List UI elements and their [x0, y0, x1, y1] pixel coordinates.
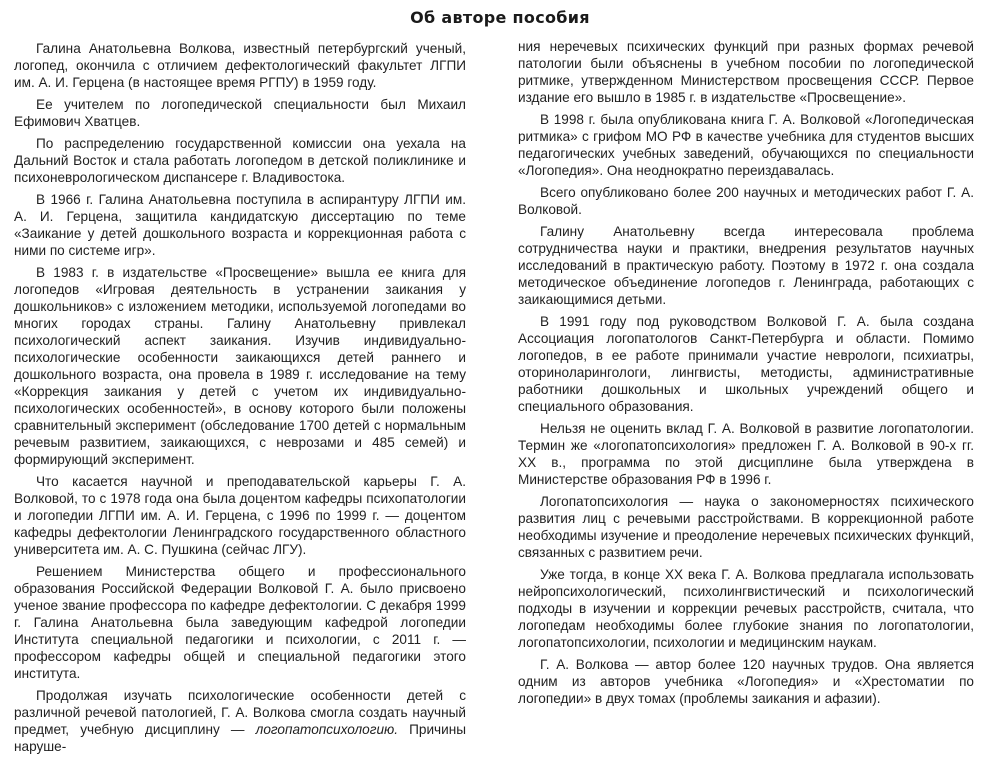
paragraph: Галину Анатольевну всегда интересовала проблема сотрудничества науки и практики, внедрения результатов научных исследований в практическую работу. Поэтому в 1972 г. она создала методическое объединение логопедов г. Ленинграда, работающих с заикающимися детьми. — [518, 224, 974, 307]
paragraph: Всего опубликовано более 200 научных и методических работ Г. А. Волковой. — [518, 185, 974, 217]
paragraph: Логопатопсихология — наука о закономерностях психического развития лиц с речевыми расстройствами. В коррекционной работе необходимы изучение и преодоление неречевых психических функций, связанных с развитием речи. — [518, 494, 974, 560]
paragraph: В 1966 г. Галина Анатольевна поступила в аспирантуру ЛГПИ им. А. И. Герцена, защитила кандидатскую диссертацию по теме «Заикание у детей дошкольного возраста и коррекционная работа с ними по системе игр». — [14, 192, 466, 258]
paragraph: Решением Министерства общего и профессионального образования Российской Федерации Волковой Г. А. было присвоено ученое звание профессора по кафедре дефектологии. С декабря 1999 г. Галина Анатольевна была заведующим кафедрой логопедии Института специальной педагогики и психологии, с 2011 г. — профессором кафедры общей и специальной педагогики этого института. — [14, 564, 466, 681]
right-column — [518, 38, 974, 712]
paragraph: Галина Анатольевна Волкова, известный петербургский ученый, логопед, окончила с отличием дефектологический факультет ЛГПИ им. А. И. Герцена (в настоящее время РГПУ) в 1959 году. — [14, 41, 466, 90]
paragraph-continued: ния неречевых психических функций при разных формах речевой патологии были объяснены в учебном пособии по логопедической ритмике, утвержденном Министерством просвещения СССР. Первое издание его вышло в 1985 г. в издательстве «Просвещение». — [518, 39, 974, 105]
paragraph: Уже тогда, в конце XX века Г. А. Волкова предлагала использовать нейропсихологический, психолингвистический и психологический подходы в изучении и коррекции речевых расстройств, считала, что логопедам необходимы более глубокие знания по логопатологии, логопатопсихологии, психологии и медицинским наукам. — [518, 567, 974, 650]
paragraph: Что касается научной и преподавательской карьеры Г. А. Волковой, то с 1978 года она была доцентом кафедры психопатологии и логопедии ЛГПИ им. А. И. Герцена, с 1996 по 1999 г. — доцентом кафедры дефектологии Ленинградского государственного областного университета им. А. С. Пушкина (сейчас ЛГУ). — [14, 474, 466, 557]
paragraph: Нельзя не оценить вклад Г. А. Волковой в развитие логопатологии. Термин же «логопатопсихология» предложен Г. А. Волковой в 90-х гг. XX в., программа по этой дисциплине была утверждена в Министерстве образования РФ в 1996 г. — [518, 421, 974, 487]
paragraph: Ее учителем по логопедической специальности был Михаил Ефимович Хватцев. — [14, 97, 466, 129]
paragraph: В 1991 году под руководством Волковой Г. А. была создана Ассоциация логопатологов Санкт-Петербурга и области. Помимо логопедов, в ее работе принимали участие неврологи, психиатры, оториноларингологи, лингвисты, методисты, административные работники дошкольных и школьных учреждений общего и специального образования. — [518, 314, 974, 414]
paragraph — [14, 687, 466, 755]
left-column — [14, 40, 466, 760]
paragraph: Г. А. Волкова — автор более 120 научных трудов. Она является одним из авторов учебника «Логопедия» и «Хрестоматии по логопедии» в двух томах (проблемы заикания и афазии). — [518, 657, 974, 706]
paragraph: По распределению государственной комиссии она уехала на Дальний Восток и стала работать логопедом в детской поликлинике и психоневрологическом диспансере г. Владивостока. — [14, 136, 466, 185]
paragraph-text: Причины наруше- — [14, 722, 467, 754]
paragraph-text: Продолжая изучать психологические особенности детей с различной речевой патологией, Г. А. Волкова смогла создать научный предмет, учебную дисциплину — — [14, 688, 466, 737]
page-title: Об авторе пособия — [410, 8, 590, 27]
paragraph: В 1983 г. в издательстве «Просвещение» вышла ее книга для логопедов «Игровая деятельность в устранении заикания у дошкольников» с изложением методики, используемой логопедами во многих городах страны. Галину Анатольевну привлекал психологический аспект заикания. Изучив индивидуально-психологические особенности заикающихся детей раннего и дошкольного возраста, она провела в 1989 г. исследование на тему «Коррекция заикания у детей с учетом их индивидуально-психологических особенностей», в основу которого были положены сравнительный эксперимент (обследование 1700 детей с нормальным речевым развитием, заикающихся, с неврозами и 485 семей) и формирующий эксперимент. — [14, 265, 466, 467]
paragraph: В 1998 г. была опубликована книга Г. А. Волковой «Логопедическая ритмика» с грифом МО РФ в качестве учебника для студентов высших педагогических учебных заведений, обучающихся по специальности «Логопедия». Она неоднократно переиздавалась. — [518, 112, 974, 178]
term-logopatopsychology: логопатопсихологию. — [255, 722, 398, 737]
